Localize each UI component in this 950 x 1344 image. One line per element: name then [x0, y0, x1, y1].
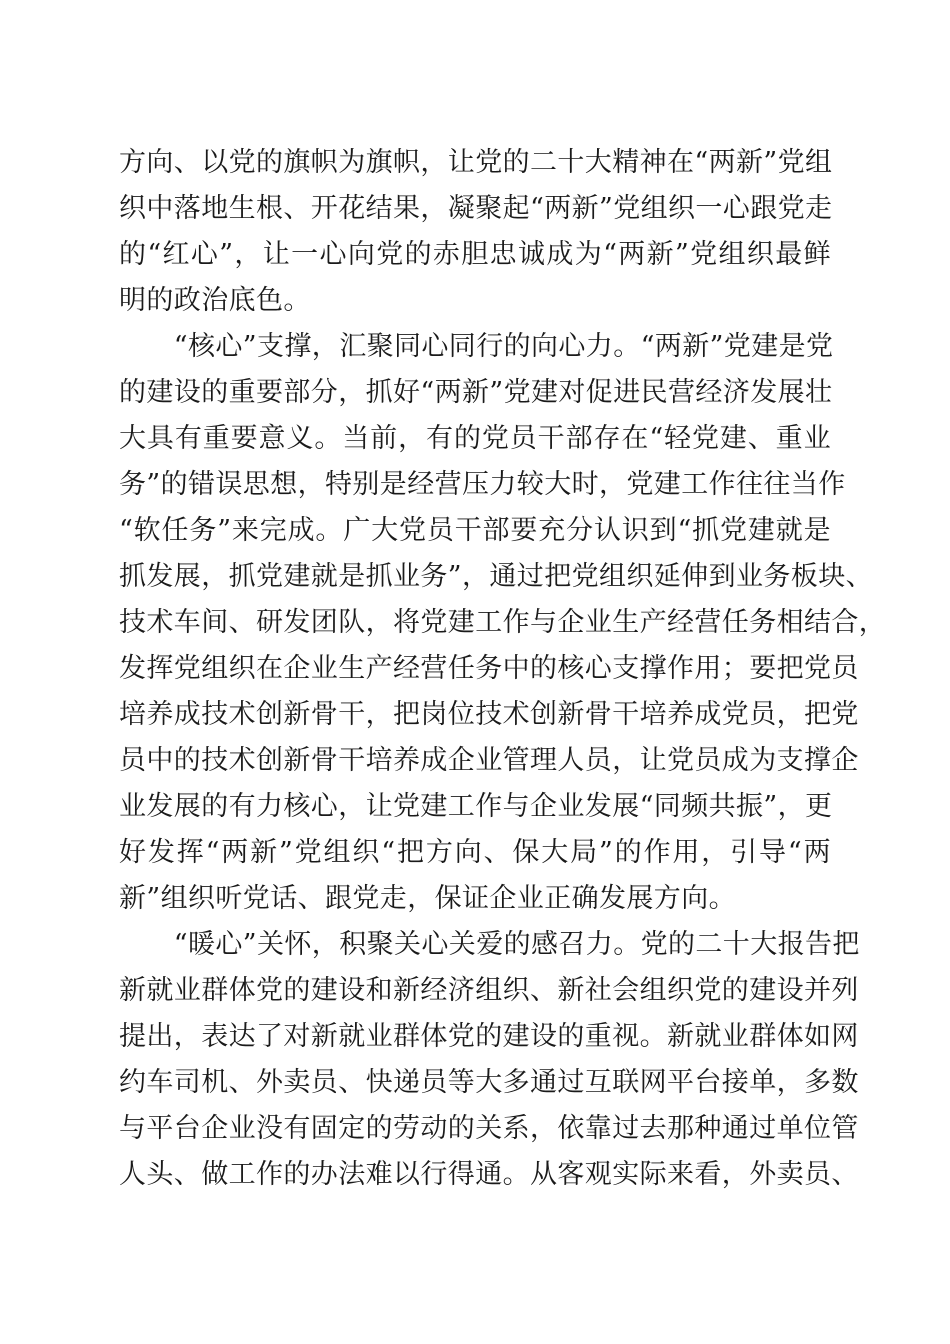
text-line: 的建设的重要部分，抓好“两新”党建对促进民营经济发展壮 — [119, 377, 833, 408]
text-line: 务”的错误思想，特别是经营压力较大时，党建工作往往当作 — [119, 469, 846, 500]
text-line: 提出，表达了对新就业群体党的建设的重视。新就业群体如网 — [119, 1021, 859, 1052]
text-line: 抓发展，抓党建就是抓业务”，通过把党组织延伸到业务板块、 — [119, 561, 874, 592]
body-text — [119, 140, 887, 1198]
text-line: 新就业群体党的建设和新经济组织、新社会组织党的建设并列 — [119, 975, 859, 1006]
text-line: 的“红心”，让一心向党的赤胆忠诚成为“两新”党组织最鲜 — [119, 239, 831, 270]
text-line: 技术车间、研发团队，将党建工作与企业生产经营任务相结合， — [119, 607, 887, 638]
text-line: 培养成技术创新骨干，把岗位技术创新骨干培养成党员，把党 — [119, 699, 859, 730]
text-line: 发挥党组织在企业生产经营任务中的核心支撑作用；要把党员 — [119, 653, 859, 684]
text-line: 方向、以党的旗帜为旗帜，让党的二十大精神在“两新”党组 — [119, 147, 833, 178]
text-line: “核心”支撑，汇聚同心同行的向心力。“两新”党建是党 — [119, 331, 834, 362]
text-line: 与平台企业没有固定的劳动的关系，依靠过去那种通过单位管 — [119, 1113, 859, 1144]
text-line: 员中的技术创新骨干培养成企业管理人员，让党员成为支撑企 — [119, 745, 859, 776]
text-line: 新”组织听党话、跟党走，保证企业正确发展方向。 — [119, 883, 737, 914]
text-line: 人头、做工作的办法难以行得通。从客观实际来看，外卖员、 — [119, 1159, 859, 1190]
text-line: 明的政治底色。 — [119, 285, 311, 316]
text-line: 业发展的有力核心，让党建工作与企业发展“同频共振”，更 — [119, 791, 833, 822]
text-line: 织中落地生根、开花结果，凝聚起“两新”党组织一心跟党走 — [119, 193, 833, 224]
text-line: “软任务”来完成。广大党员干部要充分认识到“抓党建就是 — [119, 515, 831, 546]
text-line: 好发挥“两新”党组织“把方向、保大局”的作用，引导“两 — [119, 837, 831, 868]
text-line: “暖心”关怀，积聚关心关爱的感召力。党的二十大报告把 — [119, 929, 860, 960]
text-line: 大具有重要意义。当前，有的党员干部存在“轻党建、重业 — [119, 423, 831, 454]
text-line: 约车司机、外卖员、快递员等大多通过互联网平台接单，多数 — [119, 1067, 859, 1098]
